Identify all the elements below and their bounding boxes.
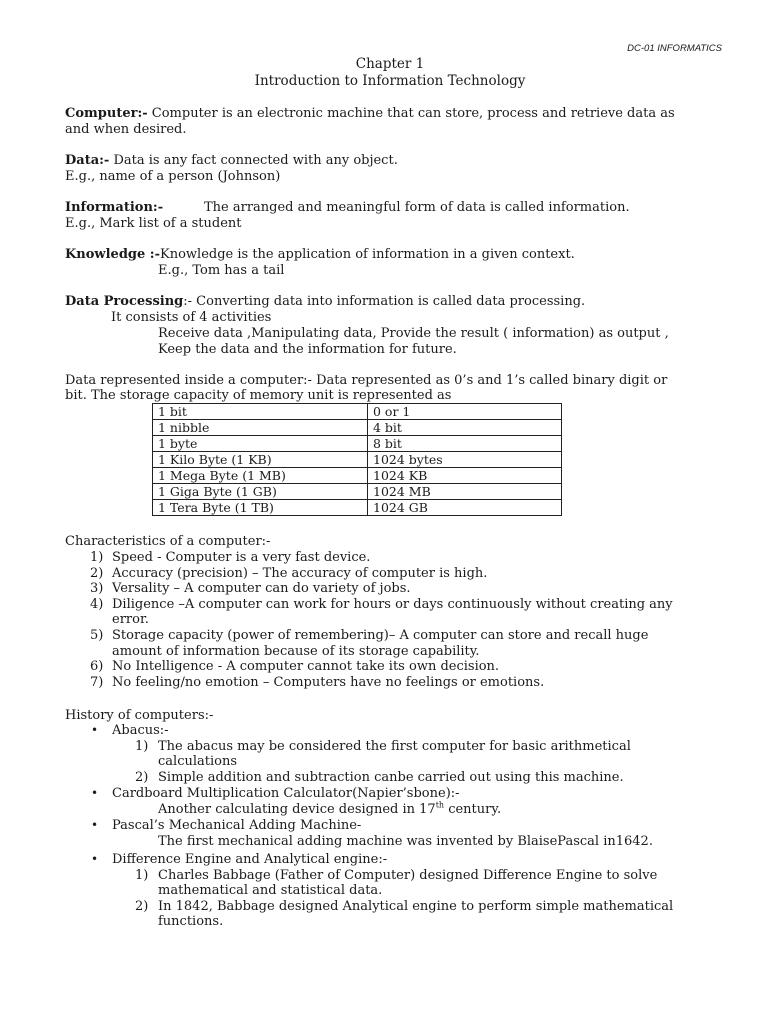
cardboard-calculator-title: Cardboard Multiplication Calculator(Napier’sbone):- <box>112 786 460 801</box>
computer-definition <box>65 106 675 122</box>
storage-table-row <box>153 468 562 484</box>
superscript: th <box>435 800 445 810</box>
storage-value-cell: 4 bit <box>368 420 562 436</box>
characteristics-heading: Characteristics of a computer:- <box>65 534 271 549</box>
difference-engine-item-text: In 1842, Babbage designed Analytical engine to perform simple mathematical <box>158 899 674 914</box>
characteristic-number: 5) <box>90 628 104 643</box>
history-heading: History of computers:- <box>65 708 214 723</box>
storage-table-row <box>153 436 562 452</box>
information-text: The arranged and meaningful form of data is called information. <box>204 200 630 215</box>
knowledge-definition <box>65 247 575 263</box>
computer-text-continued: and when desired. <box>65 122 187 137</box>
storage-capacity-table <box>152 403 562 516</box>
computer-text: Computer is an electronic machine that can store, process and retrieve data as <box>147 106 675 121</box>
characteristic-text: No Intelligence - A computer cannot take its own decision. <box>112 659 500 675</box>
characteristic-number: 4) <box>90 596 104 612</box>
data-processing-definition <box>65 294 585 310</box>
abacus-title: Abacus:- <box>112 723 169 738</box>
storage-value-cell: 1024 MB <box>368 484 562 500</box>
storage-table-row <box>153 484 562 500</box>
characteristic-number: 2) <box>90 565 104 581</box>
difference-engine-item-text-continued: functions. <box>158 914 224 929</box>
storage-unit-cell: 1 Mega Byte (1 MB) <box>153 468 368 484</box>
storage-value-cell: 8 bit <box>368 436 562 452</box>
bullet: • <box>91 786 99 800</box>
cardboard-calculator-desc <box>158 802 501 818</box>
data-term: Data:- <box>65 153 110 168</box>
storage-value-cell: 0 or 1 <box>368 404 562 420</box>
difference-engine-item-number: 1) <box>135 868 149 883</box>
storage-table-row <box>153 500 562 516</box>
chapter-number: Chapter 1 <box>355 56 425 72</box>
storage-table-row <box>153 404 562 420</box>
abacus-item-text: Simple addition and subtraction canbe carried out using this machine. <box>158 770 624 785</box>
storage-unit-cell: 1 byte <box>153 436 368 452</box>
difference-engine-item-text-continued: mathematical and statistical data. <box>158 883 383 898</box>
cardboard-calculator-desc-end: century. <box>444 802 502 817</box>
characteristic-text: No feeling/no emotion – Computers have no feelings or emotions. <box>112 674 545 690</box>
pascal-machine-desc: The first mechanical adding machine was invented by BlaisePascal in1642. <box>158 834 653 849</box>
characteristic-text: Speed - Computer is a very fast device. <box>112 550 371 565</box>
data-text: Data is any fact connected with any object. <box>109 153 398 168</box>
characteristic-number: 6) <box>90 659 104 675</box>
characteristic-text-continued: amount of information because of its storage capability. <box>112 643 480 659</box>
difference-engine-title: Difference Engine and Analytical engine:- <box>112 852 388 867</box>
storage-value-cell: 1024 KB <box>368 468 562 484</box>
storage-unit-cell: 1 Giga Byte (1 GB) <box>153 484 368 500</box>
knowledge-text: Knowledge is the application of information in a given context. <box>160 247 575 262</box>
storage-value-cell: 1024 GB <box>368 500 562 516</box>
knowledge-example: E.g., Tom has a tail <box>158 263 285 278</box>
data-processing-activity-list: Receive data ,Manipulating data, Provide the result ( information) as output , <box>158 326 669 341</box>
pascal-machine-title: Pascal’s Mechanical Adding Machine- <box>112 818 362 833</box>
storage-unit-cell: 1 Tera Byte (1 TB) <box>153 500 368 516</box>
cardboard-calculator-desc-text: Another calculating device designed in 17 <box>158 802 436 817</box>
abacus-item-number: 1) <box>135 739 149 754</box>
information-definition <box>65 200 163 216</box>
storage-unit-cell: 1 bit <box>153 404 368 420</box>
data-processing-text: :- Converting data into information is called data processing. <box>183 294 586 309</box>
storage-unit-cell: 1 Kilo Byte (1 KB) <box>153 452 368 468</box>
characteristic-number: 7) <box>90 674 104 690</box>
knowledge-term: Knowledge :- <box>65 247 160 262</box>
storage-unit-cell: 1 nibble <box>153 420 368 436</box>
representation-text: Data represented inside a computer:- Data represented as 0’s and 1’s called binary digit or <box>65 373 668 388</box>
computer-term: Computer:- <box>65 106 148 121</box>
characteristic-text: Diligence –A computer can work for hours or days continuously without creating any <box>112 596 673 612</box>
storage-table-row <box>153 452 562 468</box>
difference-engine-item-number: 2) <box>135 899 149 914</box>
characteristic-text: Accuracy (precision) – The accuracy of computer is high. <box>112 565 488 581</box>
abacus-item-number: 2) <box>135 770 149 785</box>
data-processing-activities: It consists of 4 activities <box>111 310 272 325</box>
abacus-item-text-continued: calculations <box>158 754 238 769</box>
characteristic-number: 1) <box>90 550 104 565</box>
storage-value-cell: 1024 bytes <box>368 452 562 468</box>
characteristic-number: 3) <box>90 581 104 597</box>
characteristic-text: Versality – A computer can do variety of jobs. <box>112 581 411 597</box>
storage-table-row <box>153 420 562 436</box>
bullet: • <box>91 852 99 866</box>
characteristic-text-continued: error. <box>112 612 149 628</box>
information-example: E.g., Mark list of a student <box>65 216 242 231</box>
chapter-title: Introduction to Information Technology <box>254 73 526 89</box>
characteristic-text: Storage capacity (power of remembering)– A computer can store and recall huge <box>112 628 649 643</box>
representation-text-continued: bit. The storage capacity of memory unit is represented as <box>65 388 452 403</box>
data-definition <box>65 153 398 169</box>
difference-engine-item-text: Charles Babbage (Father of Computer) designed Difference Engine to solve <box>158 868 658 883</box>
bullet: • <box>91 723 99 737</box>
information-term: Information:- <box>65 200 164 215</box>
running-header: DC-01 INFORMATICS <box>627 43 722 54</box>
abacus-item-text: The abacus may be considered the first computer for basic arithmetical <box>158 739 631 754</box>
data-example: E.g., name of a person (Johnson) <box>65 169 281 184</box>
bullet: • <box>91 818 99 832</box>
data-processing-term: Data Processing <box>65 294 184 309</box>
data-processing-activity-list-continued: Keep the data and the information for future. <box>158 342 457 357</box>
